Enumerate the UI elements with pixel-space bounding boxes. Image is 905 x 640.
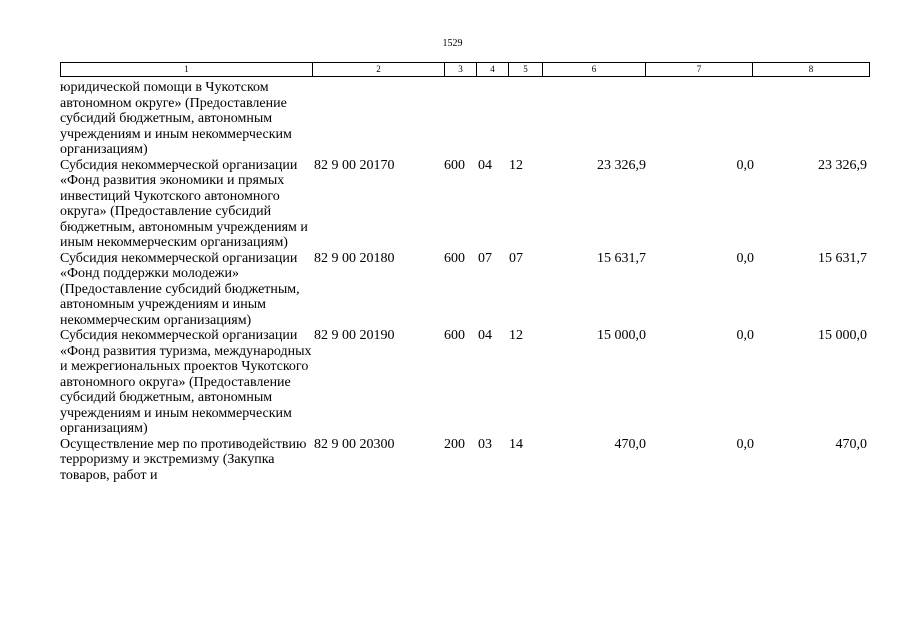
row-amount-8: 470,0	[835, 436, 867, 452]
column-header-5: 5	[509, 63, 543, 77]
row-subsection: 07	[509, 250, 523, 266]
row-expense-type: 600	[444, 157, 465, 173]
row-name: юридической помощи в Чукотском автономном округе» (Предоставление субсидий бюджетным, автономным учреждениям и иным некоммерческим организациям)	[60, 80, 292, 157]
row-name: Осуществление мер по противодействию терроризму и экстремизму (Закупка товаров, работ и	[60, 436, 307, 483]
row-target-code: 82 9 00 20300	[314, 436, 395, 452]
column-header-8: 8	[753, 63, 870, 77]
row-name: Субсидия некоммерческой организации «Фонд поддержки молодежи» (Предоставление субсидий бюджетным, автономным учреждениям и иным некоммерческим организациям)	[60, 250, 300, 328]
column-header-3: 3	[445, 63, 477, 77]
row-amount-6: 470,0	[614, 436, 646, 452]
row-amount-7: 0,0	[736, 157, 754, 173]
row-amount-7: 0,0	[736, 436, 754, 452]
table-row	[60, 437, 880, 484]
row-expense-type: 200	[444, 436, 465, 452]
table-row	[60, 158, 880, 251]
row-section: 04	[478, 157, 492, 173]
row-section: 04	[478, 328, 492, 343]
row-amount-6: 23 326,9	[597, 157, 646, 173]
table-row	[60, 251, 880, 329]
table-row	[60, 80, 880, 158]
row-section: 03	[478, 436, 492, 452]
row-name: Субсидия некоммерческой организации «Фонд развития туризма, международных и межрегиональных проектов Чукотского автономного округа» (Предоставление субсидий бюджетным, автономным учреждениям и иным некоммерческим организациям)	[60, 328, 312, 436]
row-expense-type: 600	[444, 250, 465, 266]
column-header-2: 2	[313, 63, 445, 77]
row-amount-6: 15 631,7	[597, 250, 646, 266]
budget-rows	[60, 80, 880, 483]
column-header-7: 7	[646, 63, 753, 77]
row-amount-8: 15 631,7	[818, 250, 867, 266]
row-target-code: 82 9 00 20190	[314, 328, 395, 343]
row-section: 07	[478, 250, 492, 266]
column-header-6: 6	[543, 63, 646, 77]
row-amount-8: 15 000,0	[818, 328, 867, 343]
row-amount-7: 0,0	[736, 250, 754, 266]
row-subsection: 12	[509, 157, 523, 173]
row-amount-8: 23 326,9	[818, 157, 867, 173]
row-subsection: 12	[509, 328, 523, 343]
column-header-4: 4	[477, 63, 509, 77]
row-target-code: 82 9 00 20180	[314, 250, 395, 266]
row-subsection: 14	[509, 436, 523, 452]
table-row	[60, 328, 880, 437]
row-expense-type: 600	[444, 328, 465, 343]
page-number: 1529	[442, 38, 463, 49]
column-header-table	[60, 62, 870, 77]
row-amount-7: 0,0	[736, 328, 754, 343]
row-amount-6: 15 000,0	[597, 328, 646, 343]
column-header-1: 1	[61, 63, 313, 77]
row-name: Субсидия некоммерческой организации «Фонд развития экономики и прямых инвестиций Чукотского автономного округа» (Предоставление субсидий бюджетным, автономным учреждениям и иным некоммерческим организациям)	[60, 157, 308, 250]
row-target-code: 82 9 00 20170	[314, 157, 395, 173]
